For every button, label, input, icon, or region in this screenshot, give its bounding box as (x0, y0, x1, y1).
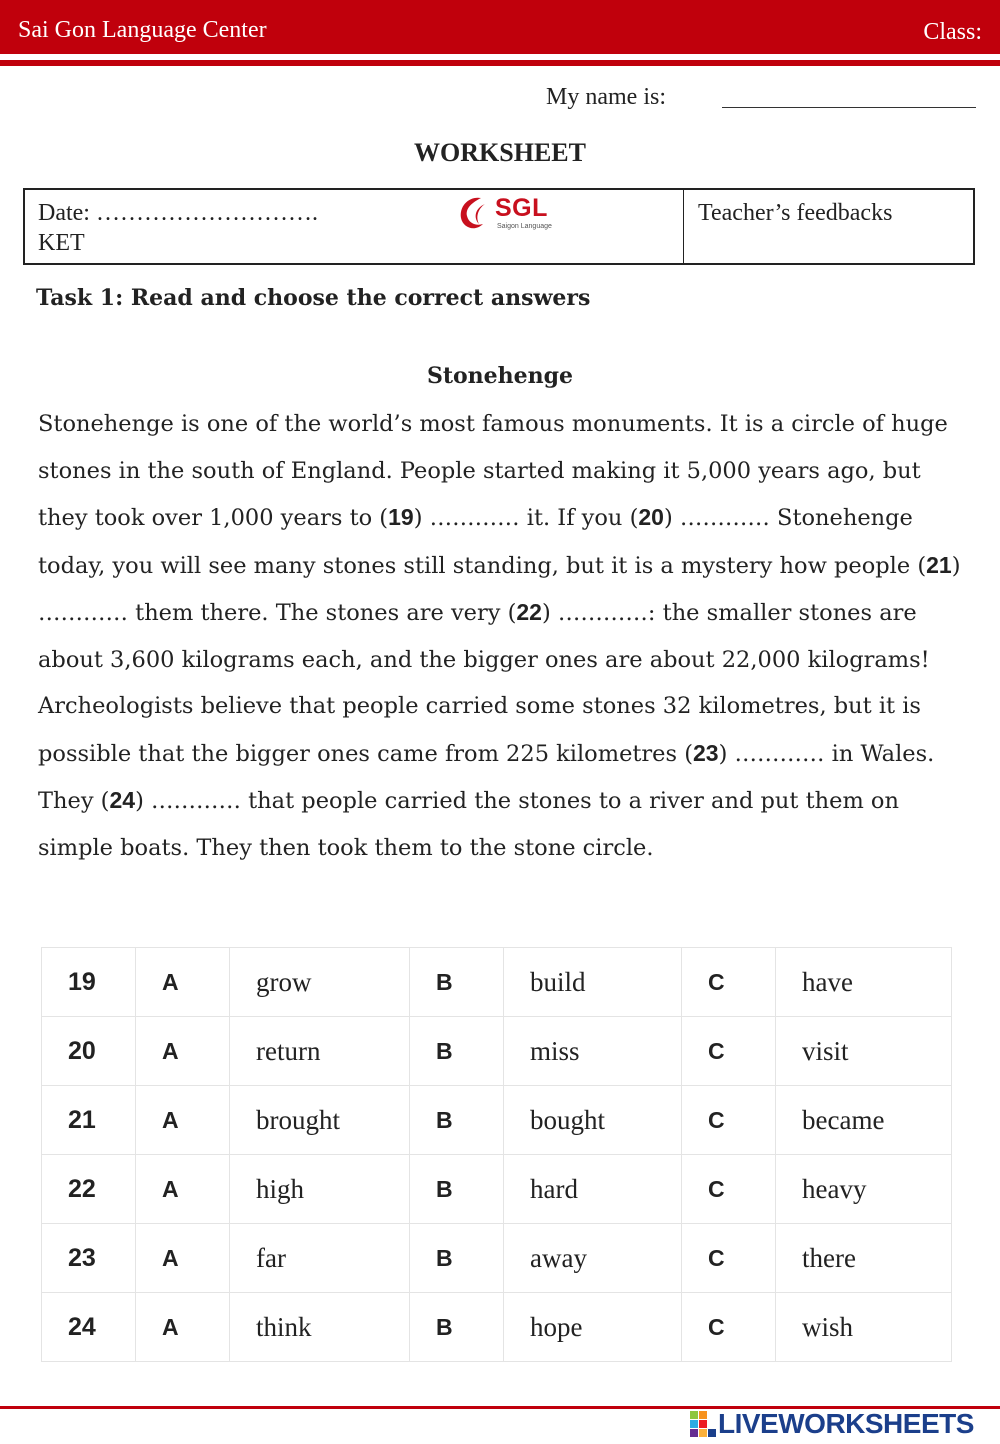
option-b[interactable]: hope (504, 1293, 682, 1362)
question-row (42, 1017, 952, 1086)
option-letter-a: A (136, 1086, 230, 1155)
option-letter-a: A (136, 1293, 230, 1362)
question-number: 21 (42, 1086, 136, 1155)
question-number: 24 (42, 1293, 136, 1362)
option-letter-a: A (136, 1155, 230, 1224)
option-a[interactable]: brought (230, 1086, 410, 1155)
question-row (42, 948, 952, 1017)
option-letter-c: C (682, 1086, 776, 1155)
option-letter-b: B (410, 1293, 504, 1362)
option-c[interactable]: wish (776, 1293, 952, 1362)
option-a[interactable]: return (230, 1017, 410, 1086)
logo-text: SGL (495, 194, 548, 222)
question-row (42, 1224, 952, 1293)
sgl-logo (455, 194, 565, 234)
option-letter-c: C (682, 1293, 776, 1362)
option-b[interactable]: hard (504, 1155, 682, 1224)
passage-text: ) …………: the smaller stones are about 3,600 kilograms each, and the bigger ones are about 22,000 kilograms! Archeologists believe that people carried some stones 32 kilometres, but it is possible that the bigger ones came from 225 kilometres ( (38, 600, 930, 767)
blank-number-23: 23 (692, 739, 719, 766)
info-box-divider (683, 190, 684, 263)
header-bar (0, 0, 1000, 54)
header-rule (0, 60, 1000, 66)
center-name: Sai Gon Language Center (18, 17, 267, 43)
teacher-feedback-label: Teacher’s feedbacks (698, 200, 893, 226)
date-label: Date: ………………………. (38, 200, 318, 226)
option-letter-a: A (136, 1017, 230, 1086)
option-letter-c: C (682, 948, 776, 1017)
worksheet-title: WORKSHEET (414, 138, 586, 167)
name-label: My name is: (546, 84, 666, 110)
name-field[interactable] (722, 107, 976, 108)
blank-number-20: 20 (638, 504, 664, 530)
sgl-logo-icon (455, 194, 491, 234)
option-letter-a: A (136, 1224, 230, 1293)
passage-text: ) ………… them there. The stones are very ( (38, 552, 961, 626)
option-b[interactable]: miss (504, 1017, 682, 1086)
option-letter-c: C (682, 1155, 776, 1224)
class-label: Class: (923, 19, 982, 45)
option-letter-c: C (682, 1224, 776, 1293)
blank-number-24: 24 (109, 787, 136, 813)
question-number: 22 (42, 1155, 136, 1224)
option-b[interactable]: bought (504, 1086, 682, 1155)
option-a[interactable]: grow (230, 948, 410, 1017)
answer-options-table (41, 947, 952, 1362)
option-c[interactable]: there (776, 1224, 952, 1293)
question-number: 23 (42, 1224, 136, 1293)
passage-text: ) ………… it. If you ( (413, 505, 639, 531)
option-c[interactable]: have (776, 948, 952, 1017)
option-b[interactable]: build (504, 948, 682, 1017)
option-letter-b: B (410, 1086, 504, 1155)
option-letter-b: B (410, 1155, 504, 1224)
passage-text: ) ………… in Wales. They ( (38, 740, 935, 814)
option-a[interactable]: think (230, 1293, 410, 1362)
brand-logo-icon (690, 1411, 716, 1437)
option-a[interactable]: far (230, 1224, 410, 1293)
blank-number-22: 22 (516, 599, 542, 625)
question-row (42, 1293, 952, 1362)
option-letter-b: B (410, 1224, 504, 1293)
passage-text: Stonehenge is one of the world’s most famous monuments. It is a circle of huge stones in the south of England. People started making it 5,000 years ago, but they took over 1,000 years to ( (38, 411, 948, 531)
task-title: Task 1: Read and choose the correct answers (36, 285, 591, 311)
option-c[interactable]: visit (776, 1017, 952, 1086)
option-c[interactable]: heavy (776, 1155, 952, 1224)
option-a[interactable]: high (230, 1155, 410, 1224)
blank-number-21: 21 (926, 551, 952, 578)
info-box (23, 188, 975, 265)
passage-text: ) ………… that people carried the stones to a river and put them on simple boats. They then took them to the stone circle. (38, 788, 899, 861)
brand-text: LIVEWORKSHEETS (718, 1408, 974, 1439)
question-number: 19 (42, 948, 136, 1017)
question-number: 20 (42, 1017, 136, 1086)
logo-subtext: Saigon Language (497, 223, 552, 230)
reading-passage (38, 401, 973, 871)
question-row (42, 1155, 952, 1224)
option-c[interactable]: became (776, 1086, 952, 1155)
story-title: Stonehenge (426, 363, 574, 389)
question-row (42, 1086, 952, 1155)
option-b[interactable]: away (504, 1224, 682, 1293)
option-letter-c: C (682, 1017, 776, 1086)
blank-number-19: 19 (388, 504, 414, 530)
option-letter-b: B (410, 1017, 504, 1086)
passage-text: ) ………… Stonehenge today, you will see many stones still standing, but it is a mystery how people ( (38, 505, 927, 579)
option-letter-a: A (136, 948, 230, 1017)
option-letter-b: B (410, 948, 504, 1017)
level-label: KET (38, 230, 85, 256)
